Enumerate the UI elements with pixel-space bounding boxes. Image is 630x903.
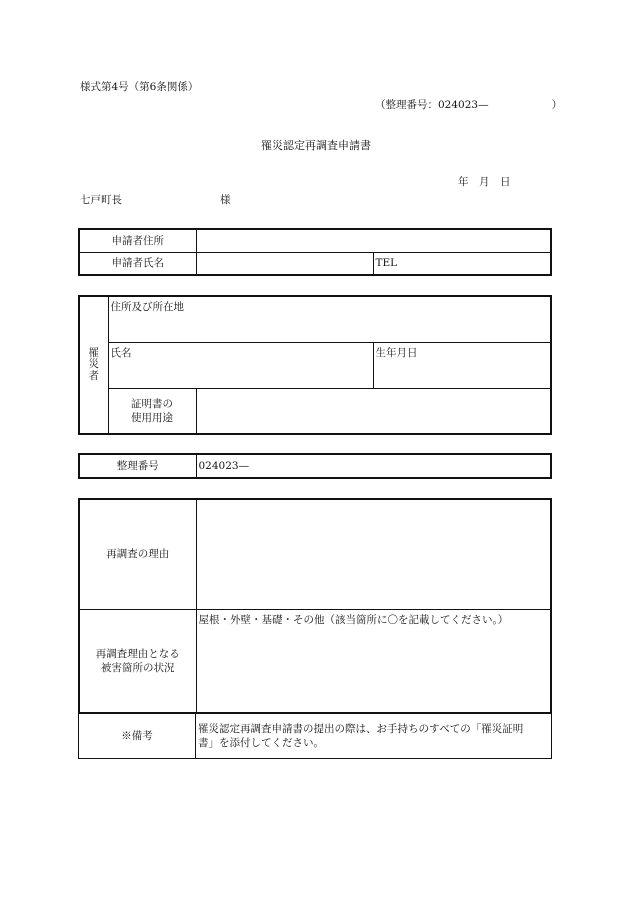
applicant-address-field[interactable] bbox=[196, 229, 551, 252]
reason-field[interactable] bbox=[196, 499, 551, 609]
victim-usage-field[interactable] bbox=[196, 388, 551, 434]
victim-table bbox=[78, 295, 552, 435]
addressee-honorific: 様 bbox=[220, 194, 231, 206]
damage-note: 屋根・外壁・基礎・その他（該当箇所に〇を記載してください。） bbox=[198, 613, 509, 626]
remarks-label: ※備考 bbox=[79, 714, 196, 759]
damage-field[interactable] bbox=[196, 609, 551, 713]
reason-label: 再調査の理由 bbox=[79, 499, 196, 609]
victim-birth-label: 生年月日 bbox=[375, 346, 418, 359]
victim-name-label: 氏名 bbox=[110, 346, 132, 359]
details-table bbox=[78, 498, 552, 714]
applicant-tel-field[interactable] bbox=[373, 252, 551, 275]
victim-address-label: 住所及び所在地 bbox=[110, 301, 184, 313]
remarks-text: 罹災認定再調査申請書の提出の際は、お手持ちのすべての「罹災証明 書」を添付してください。 bbox=[196, 714, 552, 759]
reference-number-header: （整理番号：024023— ） bbox=[375, 99, 563, 111]
form-number: 様式第4号（第6条関係） bbox=[80, 81, 199, 93]
applicant-table bbox=[78, 228, 552, 276]
applicant-address-label: 申請者住所 bbox=[79, 229, 196, 252]
victim-name-field[interactable] bbox=[108, 342, 373, 388]
victim-address-field[interactable] bbox=[108, 296, 551, 342]
victim-section-label: 罹災者 bbox=[79, 296, 108, 434]
victim-birth-field[interactable] bbox=[373, 342, 551, 388]
addressee-name: 七戸町長 bbox=[80, 194, 122, 206]
document-title: 罹災認定再調査申請書 bbox=[261, 139, 371, 152]
reference-table bbox=[78, 453, 552, 479]
applicant-name-field[interactable] bbox=[196, 252, 373, 275]
reference-label: 整理番号 bbox=[79, 454, 196, 478]
applicant-name-label: 申請者氏名 bbox=[79, 252, 196, 275]
reference-value[interactable]: 024023— bbox=[196, 454, 551, 478]
tel-label: TEL bbox=[375, 257, 398, 270]
remarks-table bbox=[78, 713, 552, 759]
date-line: 年 月 日 bbox=[458, 176, 511, 188]
damage-label: 再調査理由となる 被害箇所の状況 bbox=[79, 609, 196, 713]
victim-usage-label: 証明書の 使用用途 bbox=[108, 388, 196, 434]
